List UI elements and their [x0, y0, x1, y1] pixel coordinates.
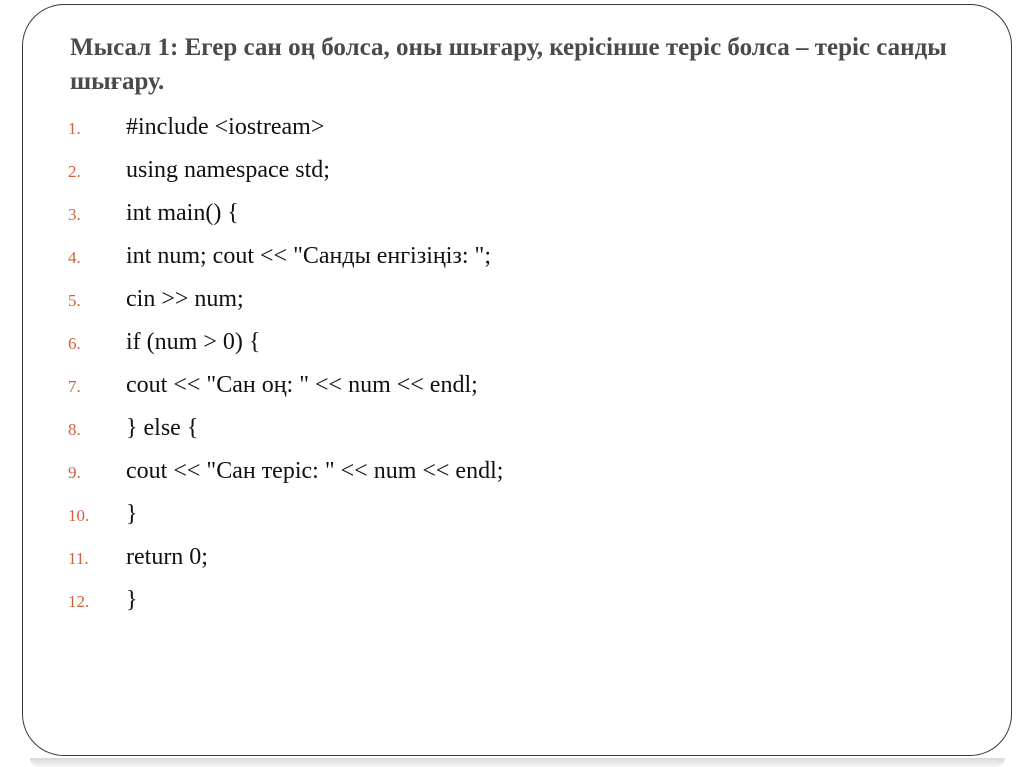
line-number: 2.: [68, 162, 81, 181]
code-line: [68, 329, 503, 372]
code-line: [68, 286, 503, 329]
line-number: 9.: [68, 463, 81, 482]
line-code: #include <iostream>: [126, 114, 325, 140]
line-code: if (num > 0) {: [126, 329, 261, 355]
line-code: } else {: [126, 415, 199, 441]
code-line: [68, 458, 503, 501]
code-line: [68, 114, 503, 157]
line-number: 3.: [68, 205, 81, 224]
line-code: cout << "Сан оң: " << num << endl;: [126, 372, 478, 398]
line-code: int main() {: [126, 200, 239, 226]
line-number: 1.: [68, 119, 81, 138]
line-number: 7.: [68, 377, 81, 396]
code-line: [68, 544, 503, 587]
line-code: }: [126, 587, 138, 613]
slide-shadow: [30, 758, 1005, 767]
code-line: [68, 587, 503, 630]
line-number: 4.: [68, 248, 81, 267]
line-number: 5.: [68, 291, 81, 310]
code-line: [68, 415, 503, 458]
line-number: 8.: [68, 420, 81, 439]
line-code: using namespace std;: [126, 157, 330, 183]
code-line: [68, 157, 503, 200]
code-line: [68, 501, 503, 544]
line-code: cin >> num;: [126, 286, 244, 312]
slide-title: Мысал 1: Егер сан оң болса, оны шығару, керісінше теріс болса – теріс санды шығару.: [70, 34, 947, 95]
line-number: 12.: [68, 592, 90, 611]
line-code: return 0;: [126, 544, 208, 570]
line-code: cout << "Сан теріс: " << num << endl;: [126, 458, 504, 484]
line-code: int num; cout << "Санды енгізіңіз: ";: [126, 243, 491, 269]
code-line: [68, 200, 503, 243]
code-line: [68, 372, 503, 415]
code-line: [68, 243, 503, 286]
line-number: 10.: [68, 506, 90, 525]
line-number: 6.: [68, 334, 81, 353]
code-listing: [68, 114, 503, 630]
line-number: 11.: [68, 549, 89, 568]
line-code: }: [126, 501, 138, 527]
